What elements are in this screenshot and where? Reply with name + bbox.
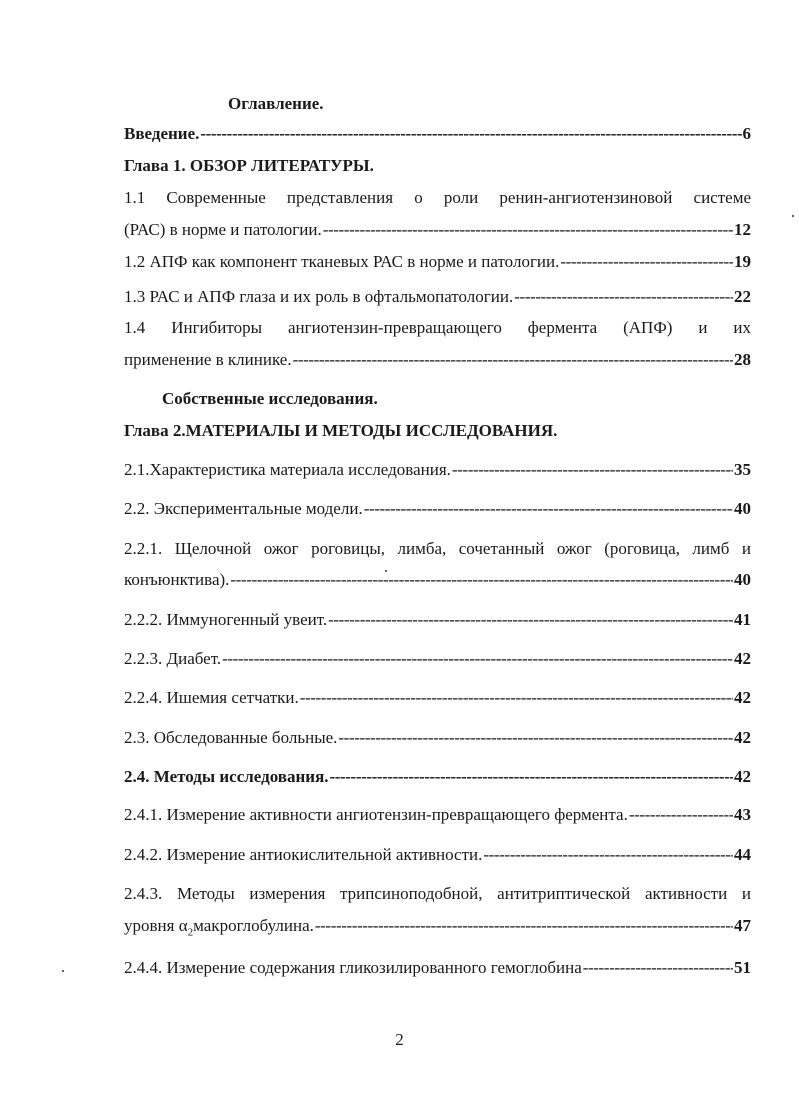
toc-title: Оглавление.: [228, 94, 324, 113]
toc-entry-label: (РАС) в норме и патологии.: [124, 220, 322, 239]
toc-entry-2-4-4: [124, 958, 751, 978]
leader-dots: [200, 124, 741, 144]
page-number: 2: [395, 1030, 404, 1049]
leader-dots: [293, 350, 733, 370]
leader-dots: [338, 728, 733, 748]
scan-speck: [792, 215, 794, 217]
toc-entry-1-1-line1: 1.1 Современные представления о роли ренин-ангиотензиновой системе: [124, 188, 751, 207]
toc-entry-label: 2.2.3. Диабет.: [124, 649, 222, 668]
toc-entry-label: 2.4. Методы исследования.: [124, 767, 329, 786]
toc-entry-page: 42: [734, 728, 751, 747]
toc-entry-label: 1.2 АПФ как компонент тканевых РАС в норме и патологии.: [124, 252, 560, 271]
toc-entry-1-4-line1: 1.4 Ингибиторы ангиотензин-превращающего фермента (АПФ) и их: [124, 318, 751, 337]
leader-dots: [483, 845, 733, 865]
chapter-1-heading: Глава 1. ОБЗОР ЛИТЕРАТУРЫ.: [124, 156, 374, 175]
alpha-subscript: 2: [187, 926, 194, 939]
toc-entry-1-2: [124, 252, 751, 272]
leader-dots: [323, 220, 733, 240]
toc-entry-label: 1.3 РАС и АПФ глаза и их роль в офтальмопатологии.: [124, 287, 514, 306]
toc-entry-label: Введение.: [124, 124, 200, 143]
toc-entry-label: 2.3. Обследованные больные.: [124, 728, 338, 747]
toc-entry-page: 44: [734, 845, 751, 864]
leader-dots: [222, 649, 733, 669]
toc-entry-label: 2.1.Характеристика материала исследования.: [124, 460, 451, 479]
leader-dots: [583, 958, 733, 978]
toc-entry-2-2-3: [124, 649, 751, 669]
alpha-symbol: α: [178, 916, 188, 935]
leader-dots: [300, 688, 733, 708]
scan-speck: [62, 970, 64, 972]
leader-dots: [452, 460, 733, 480]
toc-entry-page: 35: [734, 460, 751, 479]
label-part: уровня: [124, 916, 179, 935]
toc-entry-label: конъюнктива).: [124, 570, 230, 589]
toc-entry-page: 6: [742, 124, 751, 143]
leader-dots: [364, 499, 733, 519]
toc-entry-2-3: [124, 728, 751, 748]
toc-entry-1-4: [124, 350, 751, 370]
leader-dots: [330, 767, 733, 787]
toc-entry-2-2-1: [124, 570, 751, 590]
toc-entry-page: 42: [734, 649, 751, 668]
toc-entry-2-4-3-line1: 2.4.3. Методы измерения трипсиноподобной, антитриптической активности и: [124, 884, 751, 903]
toc-entry-page: 40: [734, 570, 751, 589]
toc-entry-2-2: [124, 499, 751, 519]
leader-dots: [560, 252, 733, 272]
toc-entry-page: 47: [734, 916, 751, 935]
toc-entry-label: 2.2.4. Ишемия сетчатки.: [124, 688, 299, 707]
toc-entry-page: 41: [734, 610, 751, 629]
toc-entry-2-2-1-line1: 2.2.1. Щелочной ожог роговицы, лимба, сочетанный ожог (роговица, лимб и: [124, 539, 751, 558]
toc-entry-page: 42: [734, 767, 751, 786]
toc-entry-label: [124, 916, 314, 939]
toc-entry-page: 28: [734, 350, 751, 369]
toc-entry-label: применение в клинике.: [124, 350, 292, 369]
toc-entry-page: 43: [734, 805, 751, 824]
leader-dots: [328, 610, 733, 630]
toc-entry-2-1: [124, 460, 751, 480]
scan-speck: [385, 570, 387, 572]
toc-entry-2-4-3: [124, 916, 751, 939]
toc-entry-intro: [124, 124, 751, 144]
leader-dots: [629, 805, 733, 825]
label-part: макроглобулина.: [193, 916, 314, 935]
toc-entry-1-3: [124, 287, 751, 307]
toc-entry-label: 2.4.1. Измерение активности ангиотензин-превращающего фермента.: [124, 805, 628, 824]
toc-entry-label: 2.4.4. Измерение содержания гликозилированного гемоглобина: [124, 958, 582, 977]
toc-entry-label: 2.2.2. Иммуногенный увеит.: [124, 610, 328, 629]
toc-entry-page: 22: [734, 287, 751, 306]
toc-entry-label: 2.2. Экспериментальные модели.: [124, 499, 363, 518]
toc-entry-2-4-2: [124, 845, 751, 865]
leader-dots: [230, 570, 733, 590]
toc-entry-page: 42: [734, 688, 751, 707]
toc-entry-label: 2.4.2. Измерение антиокислительной активности.: [124, 845, 483, 864]
toc-entry-page: 51: [734, 958, 751, 977]
own-research-heading: Собственные исследования.: [162, 389, 378, 408]
leader-dots: [315, 916, 733, 936]
leader-dots: [514, 287, 733, 307]
toc-entry-2-4-1: [124, 805, 751, 825]
toc-entry-2-2-4: [124, 688, 751, 708]
chapter-2-heading: Глава 2.МАТЕРИАЛЫ И МЕТОДЫ ИССЛЕДОВАНИЯ.: [124, 421, 558, 440]
toc-entry-page: 19: [734, 252, 751, 271]
toc-entry-page: 40: [734, 499, 751, 518]
toc-entry-page: 12: [734, 220, 751, 239]
toc-entry-2-2-2: [124, 610, 751, 630]
toc-entry-2-4: [124, 767, 751, 787]
toc-entry-1-1: [124, 220, 751, 240]
